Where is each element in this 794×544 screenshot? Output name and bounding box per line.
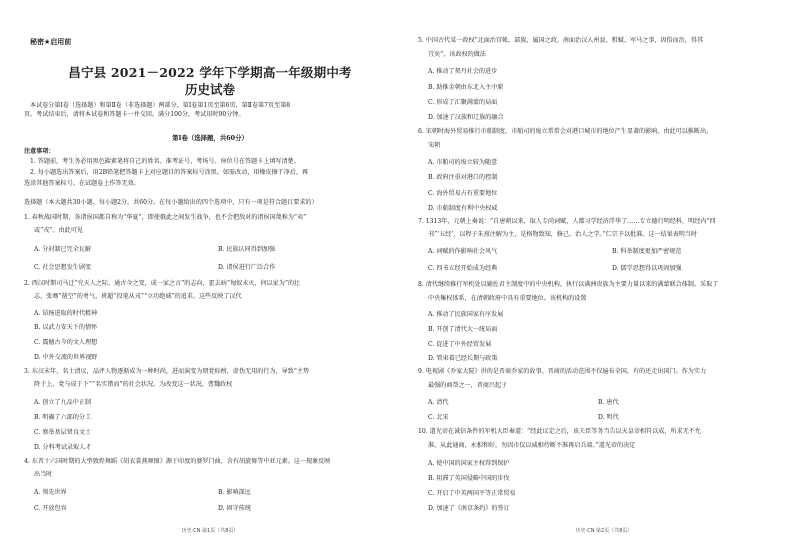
q7-stem-1: 7. 1313年，元朝上奏说：“自唐朝以来，取人专尚词赋，人都习学经济浮华了……专立德行明经科，明经内“四 xyxy=(418,218,716,225)
notice-line-1: 1. 答题前，考生务必用黑色碳素笔将自己的姓名、准考证号、考场号、座位号在答题卡上填写清楚。 xyxy=(30,158,300,165)
q9-stem-2: 最强的商帮之一，晋商兴起于 xyxy=(428,382,508,389)
q10-option-b: B. 阻滞了英国侵略中国的步伐 xyxy=(428,475,510,482)
q6-option-d: D. 市舶制度有利中央权威 xyxy=(428,205,498,212)
q8-option-b: B. 开创了清代大一统局面 xyxy=(428,326,498,333)
q3-option-a: A. 创立了九品中正制 xyxy=(34,399,92,406)
q1-stem-2: 或“戎”。由此可见 xyxy=(34,227,83,234)
q9-option-c: C. 北宋 xyxy=(428,414,449,421)
q8-option-c: C. 促进了中外经贸发展 xyxy=(428,341,492,348)
q5-option-a: A. 推动了契丹社会的进步 xyxy=(428,68,498,75)
q4-option-d: D. 固守传统 xyxy=(218,505,251,512)
q10-option-d: D. 加速了《南京条约》的签订 xyxy=(428,505,510,512)
q5-option-d: D. 加速了汉族和辽族的融合 xyxy=(428,114,504,121)
exam-title: 昌宁县 2021－2022 学年下学期高一年级期中考 xyxy=(68,65,352,80)
q6-stem-1: 6. 宋朝时海外贸易推行市舶制度，市舶司的废立常常会对港口城市的地位产生显著的影响。由此可以推断出， xyxy=(418,128,713,135)
q9-option-d: D. 明代 xyxy=(598,414,619,421)
notice-line-3: 选涂其他答案标号。在试题卷上作答无效。 xyxy=(24,180,140,187)
q2-option-c: C. 震撼古今的文人理想 xyxy=(34,339,98,346)
q3-option-b: B. 明确了六部的分工 xyxy=(34,414,92,421)
q8-stem-1: 8. 清代继续推行军机处以辅佐君主制度中的中央机构，执行以满洲贵族为主要力量以来的满蒙联合体制。采取了 xyxy=(418,281,719,288)
page-footer-right: 历史·CN·第2页（共8页） xyxy=(575,528,633,534)
q7-option-a: A. 词赋的作影响社会风气 xyxy=(428,248,498,255)
q4-option-a: A. 领先世界 xyxy=(34,489,67,496)
q9-option-b: B. 唐代 xyxy=(598,399,619,406)
q1-option-d: D. 诸侯进行广泛合作 xyxy=(218,264,276,271)
page-footer-left: 历史·CN·第1页（共8页） xyxy=(181,528,239,534)
q6-stem-2: 宋朝 xyxy=(428,142,441,149)
q4-stem-1: 4. 东晋十六国时期的大型敦煌舞蹈《胡衣裳燕舞图》源于印度的婆罗门曲，含有胡旋舞等中亚元素。这一现象反映 xyxy=(24,458,331,465)
q1-stem-1: 1. 春秋战国时期，各诸侯国都自称为“华夏”，即使俄此之间发生战争，也不会把敌对的诸侯国蔑称为“夷” xyxy=(24,214,307,221)
q7-option-d: D. 儒学思想得以巩固加强 xyxy=(612,265,682,272)
q2-stem-2: 志，张骞“凿空”的勇气，班超“投笔从戎”“立功绝域”的追求。这些反映了汉代 xyxy=(34,293,242,300)
q2-option-a: A. 昂扬进取的时代精神 xyxy=(34,310,98,317)
page-left xyxy=(20,0,400,544)
q5-option-c: C. 形成了汇聚满蒙的局面 xyxy=(428,99,498,106)
q4-option-c: C. 开放包容 xyxy=(34,505,67,512)
secret-label: 秘密★启用前 xyxy=(30,38,72,46)
notice-heading: 注意事项： xyxy=(24,148,55,155)
q4-stem-2: 出当时 xyxy=(34,471,53,478)
q3-stem-1: 3. 东汉末年，名士清议，品评人物逐渐成为一种时尚，进而演变为朋党标榜，虚伪无用的行为，导致“主势 xyxy=(24,368,310,375)
q8-option-a: A. 推动了民族国家有序发展 xyxy=(428,311,504,318)
section-title: 第Ⅰ卷（选择题，共60分） xyxy=(172,134,248,142)
exam-subtitle: 历史试卷 xyxy=(184,82,235,97)
q9-stem-1: 9. 电视剧《乔家大院》讲的是晋商乔家的故事。晋商的活动范围不仅遍布全国，有的还走出国门。作为实力 xyxy=(418,368,707,375)
q10-stem-2: 准，从此通商，永相和好，勿因市仪以威相待断不准再启兵端。”道光帝的决定 xyxy=(428,442,636,449)
notice-line-2: 2. 每小题选出答案后，用2B铅笔把答题卡上对应题目的答案标号涂黑。如需改动，用橡皮擦干净后，再 xyxy=(30,169,309,176)
q10-option-c: C. 开启了中英两国平等正常贸易 xyxy=(428,490,516,497)
q8-option-d: D. 管束着已经长期与政策 xyxy=(428,355,498,362)
q7-stem-2: 书”‘五经’，以程子朱熹注解为主，是格物致知，修己、治人之学。”仁宗予以批准。这一结果表明当时 xyxy=(428,231,698,238)
q2-option-d: D. 中外交流的世界视野 xyxy=(34,354,98,361)
q5-stem-2: 宜矣”。该政权的做法 xyxy=(428,51,486,58)
q2-option-b: B. 以武力安天下的情怀 xyxy=(34,324,98,331)
intro-line-2: 页。考试结束后，请将本试卷和答题卡一并交回。满分100分，考试用时90分钟。 xyxy=(24,111,245,118)
q1-option-c: C. 社会思想发生剧变 xyxy=(34,264,92,271)
q7-option-b: B. 科举制度更加严密规范 xyxy=(612,248,682,255)
q7-option-c: C. 四书五经开始成为经典 xyxy=(428,265,498,272)
q5-option-b: B. 助推金朝由东北入主中原 xyxy=(428,84,504,91)
q3-option-d: D. 分科考试录取人才 xyxy=(34,444,92,451)
q3-stem-2: 降于上，党与成于下”“名实错而”的社会状况。为改变这一状况，曹魏政权 xyxy=(34,381,233,388)
q2-stem-1: 2. 西汉时期司马迁“究天人之际，通古今之变，成一家之言”的志向，霍去病“匈奴未灭，何以家为”的壮 xyxy=(24,280,301,287)
q10-option-a: A. 使中国的国家主权得到保护 xyxy=(428,460,510,467)
mcq-instructions: 选择题（本大题共30小题，每小题2分，共60分。在每小题给出的四个选项中，只有一项是符合题目要求的） xyxy=(24,199,318,206)
q10-stem-1: 10. 道光帝在诚信条件的军机大臣奏道：“经此议定之后，该夫臣等务当告以天皇帝相符以成，所求无不允 xyxy=(418,428,701,435)
q6-option-c: C. 海外贸易占有重要地位 xyxy=(428,190,498,197)
page-right xyxy=(414,0,794,544)
q3-option-c: C. 察举基层贤良文士 xyxy=(34,429,92,436)
q1-option-b: B. 民族认同得到加强 xyxy=(218,246,276,253)
intro-line-1: 本试卷分第Ⅰ卷（选择题）和第Ⅱ卷（非选择题）两部分，第Ⅰ卷第1页至第6页，第Ⅱ卷第7页至第8 xyxy=(30,102,291,109)
q5-stem-1: 5. 中国古代某一政权“北面治宫帐、部族、属国之政，南面治汉人州县、租赋、军马之事，因俗而治，得其 xyxy=(418,37,704,44)
q6-option-b: B. 政府注重对港口的控制 xyxy=(428,174,498,181)
q1-option-a: A. 分封制已完全瓦解 xyxy=(34,246,92,253)
q6-option-a: A. 市舶司的废立较为随意 xyxy=(428,159,498,166)
q8-stem-2: 中央集权体系，在清朝政府中具有重要地位。该机构的设置 xyxy=(428,295,587,302)
q9-option-a: A. 清代 xyxy=(428,399,449,406)
q4-option-b: B. 影响深远 xyxy=(218,489,251,496)
